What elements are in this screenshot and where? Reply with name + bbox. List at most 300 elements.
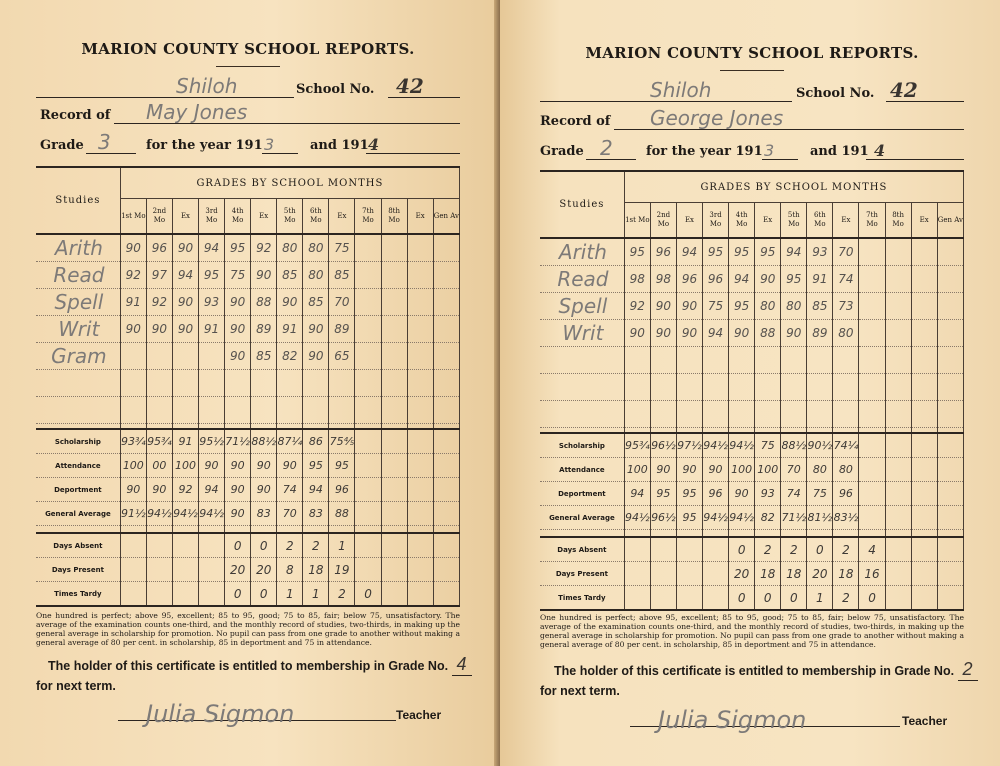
- school-label: School No.: [796, 86, 875, 101]
- summary-cell: 96½: [650, 433, 676, 458]
- grade-cell: [911, 347, 937, 374]
- grade-cell: 94: [676, 238, 702, 266]
- summary-cell: 95: [303, 454, 329, 478]
- grade-cell: 85: [329, 262, 355, 289]
- year2-value: 4: [368, 135, 380, 154]
- summary-cell: [911, 458, 937, 482]
- attendance-cell: 0: [755, 586, 781, 611]
- attendance-cell: 0: [225, 582, 251, 607]
- holder-text: The holder of this certificate is entitled to membership in Grade No.: [48, 659, 449, 673]
- summary-label: General Average: [540, 506, 624, 530]
- attendance-label: Days Absent: [36, 533, 120, 558]
- title-rule: [720, 70, 784, 71]
- summary-cell: 81½: [807, 506, 833, 530]
- summary-cell: 94½: [729, 433, 755, 458]
- study-name: [36, 370, 120, 397]
- school-line: [36, 74, 460, 100]
- grade-cell: [146, 397, 172, 424]
- grade-cell: 98: [650, 266, 676, 293]
- attendance-cell: [703, 562, 729, 586]
- grade-cell: 91: [277, 316, 303, 343]
- grade-cell: 90: [120, 234, 146, 262]
- grade-cell: [381, 289, 407, 316]
- summary-cell: 90: [225, 502, 251, 526]
- grade-cell: [355, 397, 381, 424]
- grade-cell: 95: [624, 238, 650, 266]
- attendance-cell: [199, 558, 225, 582]
- grade-cell: 94: [199, 234, 225, 262]
- summary-cell: 90: [703, 458, 729, 482]
- student-name: May Jones: [146, 100, 248, 124]
- study-name: Spell: [36, 289, 120, 316]
- summary-cell: 90: [225, 454, 251, 478]
- grade-cell: [885, 238, 911, 266]
- attendance-cell: [650, 562, 676, 586]
- attendance-cell: [937, 562, 963, 586]
- studies-header: Studies: [36, 167, 120, 234]
- summary-cell: 86: [303, 429, 329, 454]
- attendance-cell: 2: [277, 533, 303, 558]
- attendance-cell: 0: [781, 586, 807, 611]
- grade-cell: [937, 374, 963, 401]
- grade-cell: [624, 401, 650, 428]
- summary-cell: 90½: [807, 433, 833, 458]
- summary-cell: [885, 458, 911, 482]
- summary-cell: [407, 454, 433, 478]
- summary-cell: [355, 478, 381, 502]
- summary-cell: 82: [755, 506, 781, 530]
- attendance-cell: [433, 558, 459, 582]
- grade-cell: [755, 374, 781, 401]
- study-name: Writ: [540, 320, 624, 347]
- grade-cell: 80: [303, 262, 329, 289]
- month-header: 4th Mo: [225, 199, 251, 235]
- attendance-row: [36, 558, 460, 582]
- grade-cell: [355, 370, 381, 397]
- grade-cell: [911, 266, 937, 293]
- teacher-label: Teacher: [396, 708, 442, 722]
- summary-row: [540, 506, 964, 530]
- attendance-cell: [199, 533, 225, 558]
- attendance-cell: 0: [225, 533, 251, 558]
- summary-cell: [381, 429, 407, 454]
- grade-cell: [381, 397, 407, 424]
- grade-cell: 70: [329, 289, 355, 316]
- record-line: [540, 106, 964, 132]
- grade-cell: [937, 238, 963, 266]
- grade-cell: [355, 343, 381, 370]
- grade-cell: 90: [225, 316, 251, 343]
- attendance-cell: 2: [781, 537, 807, 562]
- grade-cell: [781, 401, 807, 428]
- attendance-cell: 16: [859, 562, 885, 586]
- grade-cell: 90: [172, 234, 198, 262]
- grade-cell: 94: [703, 320, 729, 347]
- month-header: 2nd Mo: [650, 203, 676, 239]
- attendance-cell: [885, 537, 911, 562]
- attendance-cell: 19: [329, 558, 355, 582]
- grade-cell: [381, 262, 407, 289]
- grade-cell: 70: [833, 238, 859, 266]
- grade-cell: 96: [676, 266, 702, 293]
- summary-cell: 80: [833, 458, 859, 482]
- attendance-cell: [937, 586, 963, 611]
- month-header: Ex: [911, 203, 937, 239]
- attendance-cell: 20: [807, 562, 833, 586]
- summary-row: [36, 429, 460, 454]
- grade-cell: 75: [703, 293, 729, 320]
- attendance-cell: 0: [859, 586, 885, 611]
- summary-row: [36, 478, 460, 502]
- grade-cell: 95: [755, 238, 781, 266]
- grade-cell: 94: [781, 238, 807, 266]
- study-row: [36, 370, 460, 397]
- grade-cell: 95: [225, 234, 251, 262]
- summary-cell: 88½: [781, 433, 807, 458]
- grade-cell: [885, 347, 911, 374]
- summary-cell: [355, 429, 381, 454]
- attendance-cell: [407, 558, 433, 582]
- grade-cell: [407, 234, 433, 262]
- grade-cell: [407, 262, 433, 289]
- grade-cell: 95: [729, 293, 755, 320]
- grade-cell: [120, 343, 146, 370]
- summary-cell: 96: [703, 482, 729, 506]
- grade-cell: [407, 289, 433, 316]
- teacher-label: Teacher: [902, 714, 948, 728]
- summary-cell: 88: [329, 502, 355, 526]
- summary-cell: 95¾: [146, 429, 172, 454]
- teacher-signature: Julia Sigmon: [658, 706, 807, 734]
- grade-cell: [277, 370, 303, 397]
- grade-cell: 90: [650, 320, 676, 347]
- study-row: [540, 401, 964, 428]
- grade-cell: [859, 401, 885, 428]
- record-label: Record of: [540, 114, 611, 129]
- grade-cell: [225, 397, 251, 424]
- page-title: MARION COUNTY SCHOOL REPORTS.: [585, 44, 919, 62]
- summary-cell: [911, 482, 937, 506]
- summary-cell: 96: [833, 482, 859, 506]
- summary-cell: [355, 454, 381, 478]
- attendance-cell: 2: [833, 537, 859, 562]
- grade-cell: [433, 316, 459, 343]
- attendance-cell: [703, 537, 729, 562]
- month-header: Gen Av: [433, 199, 459, 235]
- grade-cell: [225, 370, 251, 397]
- grade-cell: [885, 401, 911, 428]
- summary-cell: 90: [277, 454, 303, 478]
- summary-cell: 90: [251, 478, 277, 502]
- month-header: Ex: [676, 203, 702, 239]
- month-header: 3rd Mo: [199, 199, 225, 235]
- grade-cell: [251, 370, 277, 397]
- attendance-cell: [381, 582, 407, 607]
- grade-cell: 93: [807, 238, 833, 266]
- grade-cell: 73: [833, 293, 859, 320]
- attendance-cell: [146, 582, 172, 607]
- grade-cell: [407, 370, 433, 397]
- summary-cell: 100: [729, 458, 755, 482]
- grade-cell: [407, 316, 433, 343]
- grade-cell: 90: [120, 316, 146, 343]
- next-term: for next term.: [36, 679, 116, 693]
- summary-cell: 94½: [146, 502, 172, 526]
- grade-cell: 80: [833, 320, 859, 347]
- grade-cell: [859, 238, 885, 266]
- summary-cell: 100: [624, 458, 650, 482]
- attendance-cell: [624, 562, 650, 586]
- summary-label: Deportment: [36, 478, 120, 502]
- study-name: Arith: [540, 238, 624, 266]
- grade-cell: [355, 234, 381, 262]
- attendance-cell: [146, 533, 172, 558]
- grade-cell: 89: [329, 316, 355, 343]
- grade-cell: [381, 316, 407, 343]
- grade-cell: [355, 316, 381, 343]
- study-name: [540, 347, 624, 374]
- grade-cell: [833, 401, 859, 428]
- summary-cell: [433, 502, 459, 526]
- study-row: [540, 293, 964, 320]
- attendance-cell: [650, 586, 676, 611]
- summary-label: Scholarship: [36, 429, 120, 454]
- grade-cell: 92: [624, 293, 650, 320]
- summary-cell: 74: [277, 478, 303, 502]
- attendance-cell: 2: [329, 582, 355, 607]
- grade-line: [540, 136, 964, 162]
- grade-cell: 90: [146, 316, 172, 343]
- title-rule: [216, 66, 280, 67]
- summary-cell: [937, 458, 963, 482]
- grade-cell: 90: [781, 320, 807, 347]
- summary-cell: 94: [303, 478, 329, 502]
- grade-cell: 89: [807, 320, 833, 347]
- grade-cell: 92: [251, 234, 277, 262]
- attendance-label: Days Present: [36, 558, 120, 582]
- month-header: 8th Mo: [885, 203, 911, 239]
- attendance-cell: 0: [251, 582, 277, 607]
- attendance-cell: [146, 558, 172, 582]
- grade-cell: 75: [225, 262, 251, 289]
- attendance-cell: 2: [303, 533, 329, 558]
- summary-cell: 94½: [172, 502, 198, 526]
- grade-cell: 96: [703, 266, 729, 293]
- attendance-cell: 2: [755, 537, 781, 562]
- grade-cell: [781, 374, 807, 401]
- summary-cell: 74¼: [833, 433, 859, 458]
- summary-cell: 90: [199, 454, 225, 478]
- summary-cell: 93¾: [120, 429, 146, 454]
- report-page-right: [500, 0, 1000, 766]
- summary-cell: 94½: [703, 506, 729, 530]
- grade-cell: [172, 370, 198, 397]
- grade-cell: [911, 293, 937, 320]
- summary-cell: [885, 433, 911, 458]
- student-name: George Jones: [650, 106, 784, 130]
- summary-cell: 100: [755, 458, 781, 482]
- summary-row: [36, 502, 460, 526]
- grade-cell: [433, 289, 459, 316]
- attendance-cell: [407, 533, 433, 558]
- studies-header: Studies: [540, 171, 624, 238]
- summary-cell: [911, 433, 937, 458]
- grade-cell: [433, 397, 459, 424]
- summary-row: [36, 454, 460, 478]
- summary-cell: 92: [172, 478, 198, 502]
- grade-cell: [199, 397, 225, 424]
- grade-cell: [937, 266, 963, 293]
- year1-value: 3: [264, 135, 275, 154]
- study-row: [36, 234, 460, 262]
- grade-cell: [172, 397, 198, 424]
- grade-cell: [885, 374, 911, 401]
- grade-cell: 96: [650, 238, 676, 266]
- year-label: for the year 191: [646, 144, 763, 159]
- promotion-line: [540, 659, 980, 681]
- summary-cell: 95: [676, 506, 702, 530]
- attendance-label: Days Present: [540, 562, 624, 586]
- summary-cell: 90: [120, 478, 146, 502]
- summary-cell: 94½: [624, 506, 650, 530]
- grade-cell: [937, 320, 963, 347]
- summary-row: [540, 458, 964, 482]
- grade-cell: [277, 397, 303, 424]
- study-row: [540, 320, 964, 347]
- grade-cell: [937, 293, 963, 320]
- summary-cell: 87¼: [277, 429, 303, 454]
- summary-cell: 95: [650, 482, 676, 506]
- grade-label: Grade: [40, 138, 84, 153]
- attendance-cell: 8: [277, 558, 303, 582]
- attendance-cell: 18: [303, 558, 329, 582]
- grade-cell: 90: [624, 320, 650, 347]
- month-header: 8th Mo: [381, 199, 407, 235]
- attendance-cell: 0: [729, 586, 755, 611]
- attendance-cell: 0: [251, 533, 277, 558]
- grade-cell: [911, 238, 937, 266]
- grade-cell: 90: [225, 289, 251, 316]
- grade-cell: [199, 370, 225, 397]
- attendance-cell: [650, 537, 676, 562]
- grade-cell: 90: [676, 293, 702, 320]
- record-label: Record of: [40, 108, 111, 123]
- grade-cell: [885, 293, 911, 320]
- summary-cell: 91½: [120, 502, 146, 526]
- study-name: [540, 374, 624, 401]
- grade-cell: [433, 234, 459, 262]
- attendance-cell: 20: [225, 558, 251, 582]
- attendance-row: [540, 562, 964, 586]
- study-name: Arith: [36, 234, 120, 262]
- summary-cell: [355, 502, 381, 526]
- attendance-cell: [703, 586, 729, 611]
- grades-by-month-header: GRADES BY SCHOOL MONTHS: [120, 167, 459, 199]
- promoted-grade: 4: [452, 654, 472, 676]
- attendance-cell: [172, 558, 198, 582]
- grade-cell: 95: [703, 238, 729, 266]
- grade-cell: 98: [624, 266, 650, 293]
- summary-cell: 90: [251, 454, 277, 478]
- grade-cell: [703, 374, 729, 401]
- attendance-cell: 18: [781, 562, 807, 586]
- grade-cell: 95: [729, 238, 755, 266]
- grade-cell: 65: [329, 343, 355, 370]
- grade-cell: [703, 347, 729, 374]
- summary-cell: 74: [781, 482, 807, 506]
- summary-cell: 00: [146, 454, 172, 478]
- grade-cell: [433, 343, 459, 370]
- summary-cell: 90: [729, 482, 755, 506]
- month-header: Ex: [329, 199, 355, 235]
- month-header: Ex: [407, 199, 433, 235]
- grade-cell: [703, 401, 729, 428]
- attendance-cell: 18: [755, 562, 781, 586]
- attendance-cell: [407, 582, 433, 607]
- attendance-cell: [433, 533, 459, 558]
- grade-cell: 90: [303, 316, 329, 343]
- summary-cell: 75: [755, 433, 781, 458]
- month-header: 7th Mo: [355, 199, 381, 235]
- grade-cell: [433, 262, 459, 289]
- attendance-cell: [676, 562, 702, 586]
- grade-cell: 80: [303, 234, 329, 262]
- attendance-cell: [120, 533, 146, 558]
- grade-cell: [885, 266, 911, 293]
- summary-cell: [433, 429, 459, 454]
- grade-cell: 90: [277, 289, 303, 316]
- month-header: Ex: [833, 203, 859, 239]
- attendance-cell: [911, 537, 937, 562]
- grade-cell: [807, 401, 833, 428]
- attendance-cell: 0: [355, 582, 381, 607]
- attendance-cell: 1: [277, 582, 303, 607]
- summary-cell: 70: [277, 502, 303, 526]
- grades-table: [540, 170, 964, 611]
- grade-cell: [120, 397, 146, 424]
- grade-label: Grade: [540, 144, 584, 159]
- summary-cell: 83: [251, 502, 277, 526]
- summary-cell: 96: [329, 478, 355, 502]
- grade-cell: [650, 347, 676, 374]
- grade-cell: [650, 401, 676, 428]
- summary-cell: 94: [624, 482, 650, 506]
- attendance-cell: 1: [329, 533, 355, 558]
- grade-cell: [381, 343, 407, 370]
- grade-cell: 85: [807, 293, 833, 320]
- next-term: for next term.: [540, 684, 620, 698]
- summary-cell: 91: [172, 429, 198, 454]
- month-header: 7th Mo: [859, 203, 885, 239]
- summary-label: Scholarship: [540, 433, 624, 458]
- grade-cell: [859, 293, 885, 320]
- grade-cell: [407, 343, 433, 370]
- summary-cell: [859, 482, 885, 506]
- summary-cell: 70: [781, 458, 807, 482]
- summary-cell: [433, 478, 459, 502]
- summary-cell: 90: [225, 478, 251, 502]
- grade-cell: [833, 347, 859, 374]
- grade-cell: 90: [755, 266, 781, 293]
- summary-cell: 88½: [251, 429, 277, 454]
- grade-cell: 85: [251, 343, 277, 370]
- grade-cell: [407, 397, 433, 424]
- attendance-cell: 20: [251, 558, 277, 582]
- attendance-cell: 20: [729, 562, 755, 586]
- grade-cell: 82: [277, 343, 303, 370]
- study-row: [36, 262, 460, 289]
- summary-cell: 95: [329, 454, 355, 478]
